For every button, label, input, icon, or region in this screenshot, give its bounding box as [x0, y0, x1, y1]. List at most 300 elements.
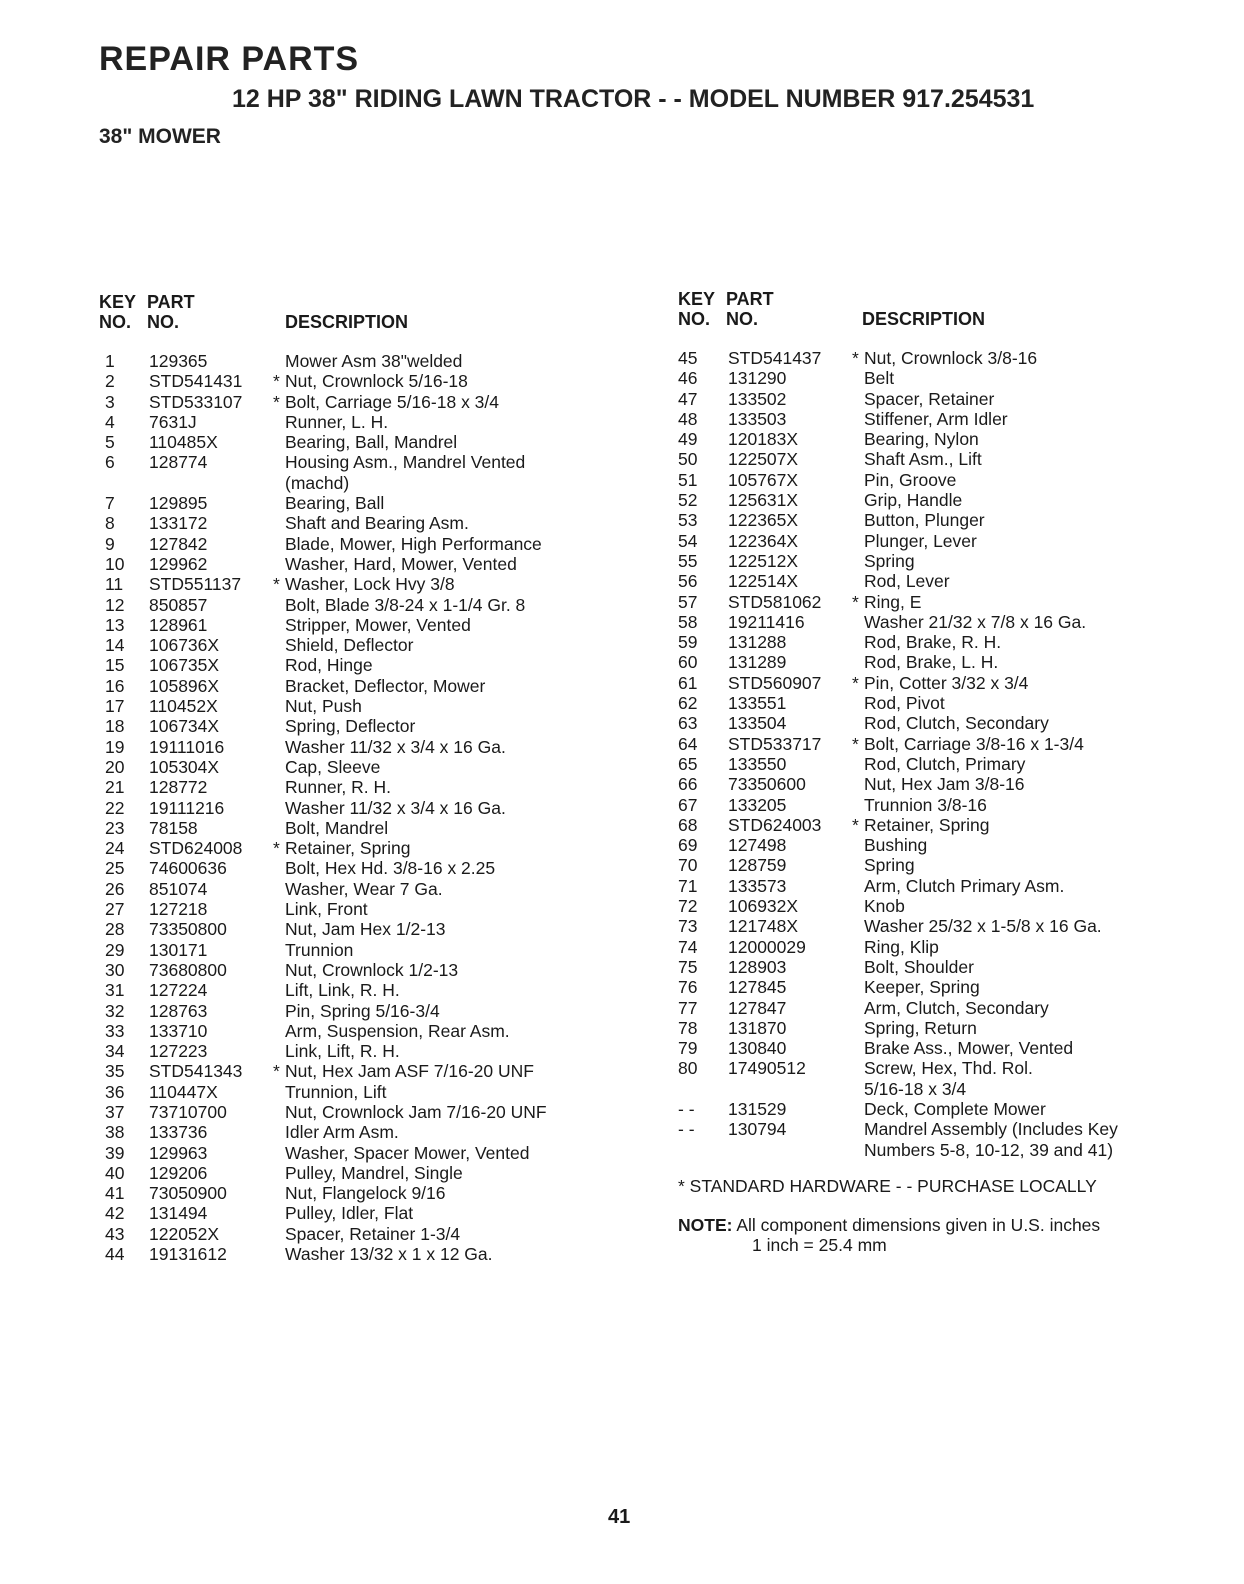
key-no: 41 — [105, 1183, 125, 1204]
key-no: 68 — [678, 814, 698, 835]
hardware-marker: * — [852, 348, 859, 368]
hardware-marker — [273, 1021, 285, 1041]
part-no: 127845 — [728, 977, 787, 998]
table-row — [678, 977, 1218, 997]
hardware-marker — [273, 615, 285, 635]
key-no: 1 — [105, 351, 115, 371]
table-row — [99, 452, 639, 493]
key-no: 6 — [105, 452, 115, 473]
key-no: 80 — [678, 1058, 698, 1079]
key-no: 25 — [105, 858, 125, 879]
description: Spring — [864, 855, 915, 876]
part-no: 19111216 — [149, 797, 225, 818]
description: Nut, Crownlock 5/16-18 — [285, 371, 468, 392]
table-body — [678, 348, 1218, 1160]
description: Bolt, Carriage 3/8-16 x 1-3/4 — [864, 733, 1084, 754]
hardware-marker — [852, 571, 864, 591]
description: Lift, Link, R. H. — [285, 980, 400, 1001]
parts-table-right — [678, 289, 1218, 1160]
description: Pulley, Mandrel, Single — [285, 1162, 463, 1183]
hardware-marker — [852, 835, 864, 855]
key-no: 51 — [678, 469, 698, 490]
part-no: 133573 — [728, 875, 787, 896]
hardware-marker — [273, 493, 285, 513]
part-no: STD541343 — [149, 1061, 243, 1082]
part-no: 73680800 — [149, 959, 227, 980]
hardware-marker — [273, 1102, 285, 1122]
hardware-marker — [852, 795, 864, 815]
description: Nut, Hex Jam 3/8-16 — [864, 774, 1025, 795]
part-no: 131289 — [728, 652, 787, 673]
hardware-marker — [852, 1038, 864, 1058]
description: Bracket, Deflector, Mower — [285, 675, 486, 696]
description: Arm, Clutch, Secondary — [864, 997, 1049, 1018]
description: Washer 13/32 x 1 x 12 Ga. — [285, 1244, 493, 1265]
table-row — [99, 1183, 639, 1203]
part-no: 131290 — [728, 368, 787, 389]
description: Washer 21/32 x 7/8 x 16 Ga. — [864, 611, 1087, 632]
description: Arm, Suspension, Rear Asm. — [285, 1020, 510, 1041]
table-row — [99, 371, 639, 391]
part-no: 19211416 — [728, 611, 805, 632]
key-no: 20 — [105, 756, 125, 777]
key-no: 26 — [105, 878, 125, 899]
header-part: PART — [147, 292, 195, 312]
key-no: 54 — [678, 530, 698, 551]
page-title: REPAIR PARTS — [99, 40, 360, 78]
description: Washer, Lock Hvy 3/8 — [285, 574, 455, 595]
description: Housing Asm., Mandrel Vented (machd) — [285, 452, 526, 493]
key-no: 38 — [105, 1122, 125, 1143]
part-no: 12000029 — [728, 936, 806, 957]
key-no: 61 — [678, 672, 698, 693]
part-no: 131870 — [728, 1017, 787, 1038]
header-part-no: NO. — [147, 312, 180, 332]
description: Arm, Clutch Primary Asm. — [864, 875, 1065, 896]
table-row — [99, 392, 639, 412]
hardware-marker — [273, 513, 285, 533]
key-no: 18 — [105, 716, 125, 737]
description: Washer 25/32 x 1-5/8 x 16 Ga. — [864, 916, 1102, 937]
hardware-marker — [852, 896, 864, 916]
key-no: 67 — [678, 794, 698, 815]
section-heading: 38" MOWER — [99, 125, 221, 148]
part-no: 133172 — [149, 513, 208, 534]
hardware-marker — [273, 554, 285, 574]
part-no: 105896X — [149, 675, 220, 696]
table-row — [678, 1099, 1218, 1119]
part-no: 128759 — [728, 855, 787, 876]
description: Pin, Cotter 3/32 x 3/4 — [864, 672, 1029, 693]
table-row — [99, 676, 639, 696]
key-no: 39 — [105, 1142, 125, 1163]
hardware-marker — [273, 1082, 285, 1102]
table-row — [678, 855, 1218, 875]
description: Spring, Return — [864, 1017, 977, 1038]
part-no: 131288 — [728, 632, 787, 653]
description: Bearing, Ball — [285, 493, 385, 514]
hardware-marker: * — [273, 574, 280, 595]
hardware-marker — [273, 1163, 285, 1183]
part-no: 130794 — [728, 1119, 787, 1140]
note-line-1: All component dimensions given in U.S. inches — [736, 1215, 1101, 1235]
table-row — [678, 754, 1218, 774]
description: Deck, Complete Mower — [864, 1098, 1046, 1119]
description: Retainer, Spring — [864, 814, 990, 835]
hardware-marker: * — [273, 391, 280, 412]
hardware-marker: * — [273, 838, 280, 859]
table-row — [99, 919, 639, 939]
hardware-marker — [273, 595, 285, 615]
hardware-marker — [852, 449, 864, 469]
table-row — [678, 632, 1218, 652]
hardware-marker — [852, 652, 864, 672]
table-row — [678, 795, 1218, 815]
part-no: 133550 — [728, 753, 787, 774]
table-row — [678, 1038, 1218, 1058]
table-row — [99, 635, 639, 655]
table-row — [678, 470, 1218, 490]
key-no: 8 — [105, 513, 115, 534]
table-row — [99, 1203, 639, 1223]
part-no: 133551 — [728, 693, 787, 714]
key-no: 29 — [105, 939, 125, 960]
description: Runner, R. H. — [285, 777, 392, 798]
key-no: 23 — [105, 817, 125, 838]
table-row — [99, 1244, 639, 1264]
table-row — [678, 531, 1218, 551]
header-description: DESCRIPTION — [285, 312, 409, 332]
table-row — [99, 737, 639, 757]
key-no: 76 — [678, 977, 698, 998]
key-no: 28 — [105, 919, 125, 940]
table-row — [99, 493, 639, 513]
table-header — [99, 292, 639, 336]
key-no: 79 — [678, 1038, 698, 1059]
description: Rod, Clutch, Primary — [864, 753, 1026, 774]
hardware-marker — [852, 916, 864, 936]
table-row — [99, 655, 639, 675]
part-no: 78158 — [149, 817, 198, 838]
part-no: 122512X — [728, 550, 799, 571]
part-no: 133502 — [728, 388, 787, 409]
header-key-no: NO. — [99, 312, 132, 332]
hardware-marker — [852, 612, 864, 632]
header-key: KEY — [99, 292, 137, 312]
hardware-marker — [852, 551, 864, 571]
part-no: 106735X — [149, 655, 220, 676]
table-row — [99, 1224, 639, 1244]
hardware-marker — [273, 1122, 285, 1142]
key-no: 66 — [678, 774, 698, 795]
description: Washer, Hard, Mower, Vented — [285, 553, 517, 574]
description: Nut, Crownlock 3/8-16 — [864, 348, 1038, 368]
hardware-marker — [273, 534, 285, 554]
part-no: 105767X — [728, 469, 799, 490]
key-no: 19 — [105, 736, 125, 757]
table-row — [678, 449, 1218, 469]
part-no: 19131612 — [149, 1244, 227, 1265]
table-row — [99, 595, 639, 615]
key-no: 70 — [678, 855, 698, 876]
description: Bearing, Nylon — [864, 429, 979, 450]
hardware-marker — [273, 798, 285, 818]
table-row — [99, 960, 639, 980]
hardware-marker — [273, 716, 285, 736]
key-no: 3 — [105, 391, 115, 412]
table-row — [678, 774, 1218, 794]
hardware-marker — [852, 409, 864, 429]
hardware-marker — [273, 412, 285, 432]
description: Plunger, Lever — [864, 530, 977, 551]
description: Idler Arm Asm. — [285, 1122, 399, 1143]
key-no: 60 — [678, 652, 698, 673]
description: Nut, Flangelock 9/16 — [285, 1183, 446, 1204]
description: Washer, Wear 7 Ga. — [285, 878, 443, 899]
hardware-marker — [273, 899, 285, 919]
key-no: 62 — [678, 693, 698, 714]
part-no: 133205 — [728, 794, 787, 815]
part-no: 129895 — [149, 493, 208, 514]
table-row — [99, 899, 639, 919]
part-no: STD581062 — [728, 591, 822, 612]
key-no: 69 — [678, 835, 698, 856]
key-no: 44 — [105, 1244, 125, 1265]
table-row — [678, 1058, 1218, 1099]
key-no: 14 — [105, 635, 125, 656]
hardware-marker — [852, 998, 864, 1018]
description: Nut, Jam Hex 1/2-13 — [285, 919, 446, 940]
hardware-marker: * — [852, 733, 859, 754]
hardware-marker — [273, 1203, 285, 1223]
description: Stiffener, Arm Idler — [864, 408, 1008, 429]
part-no: 127847 — [728, 997, 787, 1018]
header-key-no: NO. — [678, 309, 711, 329]
key-no: 27 — [105, 899, 125, 920]
hardware-marker — [273, 1244, 285, 1264]
description: Washer 11/32 x 3/4 x 16 Ga. — [285, 797, 506, 818]
table-row — [678, 429, 1218, 449]
hardware-marker — [273, 1001, 285, 1021]
hardware-marker — [273, 777, 285, 797]
table-row — [678, 835, 1218, 855]
hardware-marker: * — [273, 371, 280, 392]
key-no: 73 — [678, 916, 698, 937]
description: Washer, Spacer Mower, Vented — [285, 1142, 530, 1163]
table-header — [678, 289, 1218, 333]
table-row — [678, 612, 1218, 632]
table-row — [678, 510, 1218, 530]
description: Washer 11/32 x 3/4 x 16 Ga. — [285, 736, 506, 757]
table-row — [678, 1018, 1218, 1038]
description: Ring, Klip — [864, 936, 939, 957]
key-no: 48 — [678, 408, 698, 429]
part-no: 17490512 — [728, 1058, 806, 1079]
table-row — [99, 1001, 639, 1021]
part-no: STD551137 — [149, 574, 242, 595]
key-no: 63 — [678, 713, 698, 734]
key-no: 52 — [678, 490, 698, 511]
description: Rod, Brake, R. H. — [864, 632, 1002, 653]
key-no: 43 — [105, 1223, 125, 1244]
table-row — [99, 757, 639, 777]
part-no: 127218 — [149, 899, 208, 920]
description: Rod, Hinge — [285, 655, 373, 676]
hardware-marker — [852, 632, 864, 652]
key-no: 31 — [105, 980, 125, 1001]
table-row — [678, 409, 1218, 429]
hardware-marker — [852, 510, 864, 530]
description: Nut, Crownlock Jam 7/16-20 UNF — [285, 1101, 547, 1122]
hardware-marker — [852, 1099, 864, 1119]
page-number: 41 — [608, 1506, 631, 1528]
description: Runner, L. H. — [285, 411, 389, 432]
part-no: 129962 — [149, 553, 208, 574]
key-no: 47 — [678, 388, 698, 409]
description: Grip, Handle — [864, 490, 963, 511]
table-row — [99, 818, 639, 838]
part-no: 129206 — [149, 1162, 208, 1183]
description: Rod, Clutch, Secondary — [864, 713, 1049, 734]
part-no: 122364X — [728, 530, 799, 551]
part-no: 74600636 — [149, 858, 227, 879]
table-row — [678, 490, 1218, 510]
hardware-marker — [273, 879, 285, 899]
hardware-marker — [852, 754, 864, 774]
hardware-marker — [273, 696, 285, 716]
description: Retainer, Spring — [285, 838, 411, 859]
page-subtitle: 12 HP 38" RIDING LAWN TRACTOR - - MODEL NUMBER 917.254531 — [232, 85, 1035, 113]
part-no: 122507X — [728, 449, 799, 470]
description: Bushing — [864, 835, 928, 856]
key-no: 42 — [105, 1203, 125, 1224]
hardware-marker — [273, 1183, 285, 1203]
part-no: 122514X — [728, 571, 799, 592]
key-no: 12 — [105, 594, 125, 615]
table-row — [678, 896, 1218, 916]
key-no: - - — [678, 1119, 695, 1140]
header-description: DESCRIPTION — [862, 309, 986, 329]
hardware-marker — [273, 655, 285, 675]
key-no: 17 — [105, 696, 125, 717]
hardware-marker — [273, 940, 285, 960]
part-no: 131529 — [728, 1098, 787, 1119]
parts-table-left — [99, 292, 639, 1264]
table-body — [99, 351, 639, 1264]
table-row — [99, 1021, 639, 1041]
description: Trunnion, Lift — [285, 1081, 387, 1102]
table-row — [99, 432, 639, 452]
table-row — [99, 351, 639, 371]
part-no: 127223 — [149, 1041, 208, 1062]
description: Keeper, Spring — [864, 977, 980, 998]
part-no: 128961 — [149, 614, 208, 635]
description: Belt — [864, 368, 895, 389]
part-no: 125631X — [728, 490, 799, 511]
key-no: 9 — [105, 533, 115, 554]
part-no: STD560907 — [728, 672, 822, 693]
dimensions-note — [678, 1215, 1100, 1255]
key-no: 75 — [678, 956, 698, 977]
hardware-marker — [852, 368, 864, 388]
key-no: 15 — [105, 655, 125, 676]
part-no: 122052X — [149, 1223, 220, 1244]
part-no: 127224 — [149, 980, 208, 1001]
table-row — [678, 916, 1218, 936]
part-no: 122365X — [728, 510, 799, 531]
part-no: 851074 — [149, 878, 208, 899]
header-key: KEY — [678, 289, 716, 309]
hardware-marker — [852, 1018, 864, 1038]
key-no: 33 — [105, 1020, 125, 1041]
part-no: 133504 — [728, 713, 787, 734]
table-row — [678, 571, 1218, 591]
hardware-marker — [852, 1119, 864, 1160]
description: Rod, Brake, L. H. — [864, 652, 999, 673]
key-no: 13 — [105, 614, 125, 635]
hardware-marker — [273, 757, 285, 777]
key-no: 24 — [105, 838, 125, 859]
description: Bolt, Shoulder — [864, 956, 974, 977]
key-no: 55 — [678, 550, 698, 571]
hardware-marker: * — [852, 814, 859, 835]
hardware-marker: * — [852, 672, 859, 693]
part-no: 121748X — [728, 916, 799, 937]
key-no: 37 — [105, 1101, 125, 1122]
key-no: 16 — [105, 675, 125, 696]
part-no: 130171 — [149, 939, 208, 960]
key-no: 57 — [678, 591, 698, 612]
table-row — [678, 592, 1218, 612]
part-no: 129963 — [149, 1142, 208, 1163]
description: Ring, E — [864, 591, 922, 612]
key-no: 53 — [678, 510, 698, 531]
table-row — [99, 574, 639, 594]
part-no: STD541437 — [728, 348, 822, 368]
description: Nut, Crownlock 1/2-13 — [285, 959, 459, 980]
table-row — [678, 389, 1218, 409]
part-no: 106932X — [728, 896, 799, 917]
table-row — [99, 838, 639, 858]
key-no: 21 — [105, 777, 125, 798]
key-no: 22 — [105, 797, 125, 818]
part-no: 128772 — [149, 777, 208, 798]
description: Bearing, Ball, Mandrel — [285, 432, 458, 453]
hardware-marker — [273, 351, 285, 371]
header-part-no: NO. — [726, 309, 759, 329]
table-row — [678, 957, 1218, 977]
part-no: 73350800 — [149, 919, 227, 940]
hardware-marker — [852, 1058, 864, 1099]
hardware-marker — [852, 713, 864, 733]
description: Spacer, Retainer 1-3/4 — [285, 1223, 461, 1244]
hardware-marker — [852, 490, 864, 510]
key-no: 74 — [678, 936, 698, 957]
hardware-marker — [273, 818, 285, 838]
key-no: 65 — [678, 753, 698, 774]
part-no: 129365 — [149, 351, 208, 371]
table-row — [99, 1122, 639, 1142]
hardware-marker: * — [852, 591, 859, 612]
part-no: 127842 — [149, 533, 208, 554]
description: Stripper, Mower, Vented — [285, 614, 471, 635]
part-no: 106734X — [149, 716, 220, 737]
hardware-marker — [273, 737, 285, 757]
key-no: 32 — [105, 1000, 125, 1021]
note-line-2: 1 inch = 25.4 mm — [752, 1235, 887, 1255]
description: Button, Plunger — [864, 510, 985, 531]
key-no: 5 — [105, 432, 115, 453]
